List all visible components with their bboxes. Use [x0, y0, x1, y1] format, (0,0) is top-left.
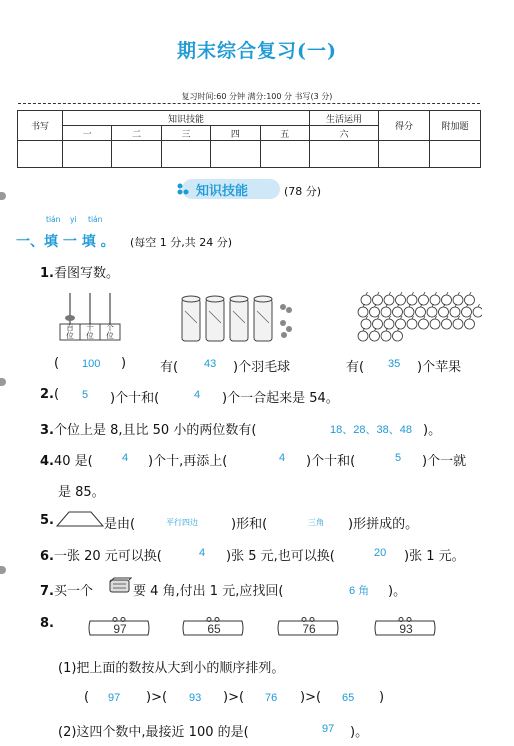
apple-icon	[473, 307, 482, 317]
answer-text: 35	[388, 358, 401, 370]
apple-icon	[384, 295, 394, 305]
apple-icon	[358, 331, 368, 341]
apple-icon	[407, 319, 417, 329]
shuttlecock-tubes-image	[180, 293, 300, 345]
score-table	[17, 110, 481, 168]
answer-text: 5	[395, 452, 402, 464]
binding-hole	[0, 192, 6, 200]
answer-text: 76	[265, 692, 278, 704]
score-cell[interactable]	[63, 141, 112, 168]
score-cell[interactable]	[430, 141, 481, 168]
col-label: 五	[260, 126, 309, 141]
apple-icon	[370, 331, 380, 341]
answer-text: 平行四边	[166, 518, 198, 527]
answer-text: 三角	[308, 518, 324, 527]
apple-icon	[427, 307, 437, 317]
answer-text: 4	[279, 452, 286, 464]
abacus-label: 十位	[86, 323, 94, 340]
exam-meta: 复习时间:60 分钟 满分:100 分 书写(3 分)	[181, 92, 333, 101]
apple-icon	[465, 319, 475, 329]
part-note: (每空 1 分,共 24 分)	[130, 236, 233, 249]
apple-icon	[442, 295, 452, 305]
answer-text: 4	[122, 452, 129, 464]
apple-stem	[378, 292, 380, 295]
apple-icon	[430, 295, 440, 305]
answer-text: 18、28、38、48	[330, 424, 412, 436]
apple-icon	[453, 319, 463, 329]
col-label: 三	[161, 126, 210, 141]
trapezoid-shape	[55, 510, 105, 528]
question-number: 1.	[40, 266, 54, 281]
apple-stem	[389, 316, 391, 319]
apple-stem	[424, 316, 426, 319]
sub-question: (2)这四个数中,最接近 100 的是(	[58, 725, 249, 740]
apple-stem	[435, 316, 437, 319]
answer-text: 97	[108, 692, 121, 704]
pencil-case-icon	[108, 576, 132, 594]
score-cell[interactable]	[18, 141, 63, 168]
header-fujia: 附加题	[430, 111, 481, 141]
score-cell[interactable]	[379, 141, 430, 168]
apple-stem	[401, 292, 403, 295]
apple-icon	[439, 307, 449, 317]
answer-text: 4	[194, 389, 201, 401]
divider	[18, 103, 480, 104]
abacus-label: 百位	[66, 323, 74, 340]
apple-stem	[378, 316, 380, 319]
section-label: 知识技能	[196, 184, 249, 199]
sub-question: (1)把上面的数按从大到小的顺序排列。	[58, 661, 285, 676]
apple-icon	[396, 295, 406, 305]
apple-stem	[412, 316, 414, 319]
page-title: 期末综合复习(一)	[177, 40, 337, 62]
apple-icon	[442, 319, 452, 329]
col-label: 二	[112, 126, 161, 141]
header-defen: 得分	[379, 111, 430, 141]
apple-icon	[370, 307, 380, 317]
apple-stem	[366, 292, 368, 295]
col-label: 一	[63, 126, 112, 141]
question-text: 看图写数。	[53, 266, 119, 281]
apple-icon	[373, 295, 383, 305]
apple-stem	[412, 292, 414, 295]
ticket-number: 76	[302, 622, 316, 636]
ticket-number: 97	[113, 622, 127, 636]
col-label: 四	[211, 126, 260, 141]
apple-stem	[389, 292, 391, 295]
pinyin: tián	[88, 215, 103, 224]
apple-icon	[381, 307, 391, 317]
apple-icon	[462, 307, 472, 317]
apple-icon	[358, 307, 368, 317]
apple-stem	[458, 292, 460, 295]
header-zhishi: 知识技能	[63, 111, 310, 126]
apple-stem	[424, 292, 426, 295]
answer-text: 97	[322, 723, 335, 735]
apples-image	[356, 291, 482, 345]
pinyin: yi	[70, 215, 77, 224]
answer-text: 100	[82, 358, 101, 370]
apple-icon	[419, 319, 429, 329]
part-heading: 一、填 一 填 。	[16, 234, 115, 250]
score-cell[interactable]	[260, 141, 309, 168]
apple-stem	[470, 292, 472, 295]
apple-stem	[458, 316, 460, 319]
apple-icon	[450, 307, 460, 317]
score-cell[interactable]	[211, 141, 260, 168]
answer-text: 43	[204, 358, 217, 370]
apple-icon	[393, 307, 403, 317]
answer-text: 65	[342, 692, 355, 704]
ticket-number: 93	[399, 622, 413, 636]
answer-text: 4	[199, 547, 206, 559]
apple-stem	[435, 292, 437, 295]
apple-stem	[401, 316, 403, 319]
apple-icon	[384, 319, 394, 329]
answer-text: 6 角	[349, 585, 370, 597]
apple-icon	[361, 319, 371, 329]
ticket-number: 65	[207, 622, 221, 636]
apple-icon	[416, 307, 426, 317]
apple-stem	[478, 304, 480, 307]
apple-stem	[447, 292, 449, 295]
answer-text: 5	[82, 389, 89, 401]
apple-icon	[381, 331, 391, 341]
apple-icon	[361, 295, 371, 305]
apple-icon	[393, 331, 403, 341]
binding-hole	[0, 378, 6, 386]
header-shuxie: 书写	[18, 111, 63, 141]
score-cell[interactable]	[310, 141, 379, 168]
dots-icon	[176, 183, 190, 195]
abacus-label: 个位	[106, 323, 114, 340]
apple-icon	[407, 295, 417, 305]
apple-stem	[447, 316, 449, 319]
apple-icon	[396, 319, 406, 329]
score-cell[interactable]	[112, 141, 161, 168]
apple-icon	[430, 319, 440, 329]
col-label: 六	[310, 126, 379, 141]
score-cell[interactable]	[161, 141, 210, 168]
header-shenghuo: 生活运用	[310, 111, 379, 126]
apple-icon	[419, 295, 429, 305]
apple-stem	[366, 316, 368, 319]
answer-text: 20	[374, 547, 387, 559]
answer-text: 93	[189, 692, 202, 704]
section-score: (78 分)	[284, 185, 322, 198]
apple-icon	[465, 295, 475, 305]
apple-icon	[404, 307, 414, 317]
apple-icon	[453, 295, 463, 305]
binding-hole	[0, 566, 6, 574]
pinyin: tián	[46, 215, 61, 224]
apple-stem	[470, 316, 472, 319]
apple-icon	[373, 319, 383, 329]
